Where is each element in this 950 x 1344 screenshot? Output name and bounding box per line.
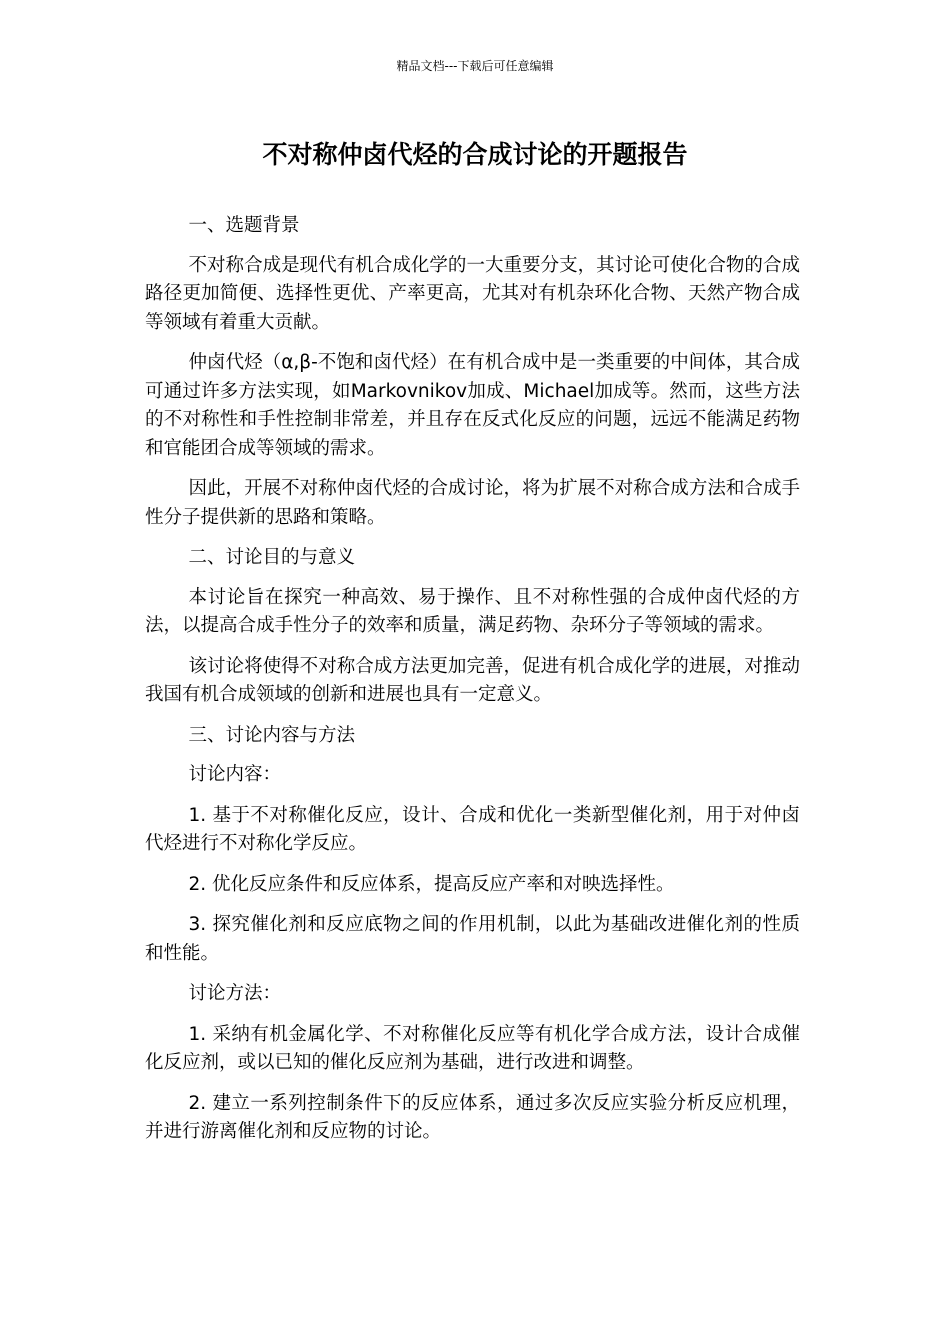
document-body [145, 212, 800, 1159]
section-heading-content-method: 三、讨论内容与方法 [188, 724, 355, 746]
list-item: 1. 采纳有机金属化学、不对称催化反应等有机化学合成方法，设计合成催化反应剂，或以已知的催化反应剂为基础，进行改进和调整。 [145, 1023, 800, 1073]
document-title: 不对称仲卤代烃的合成讨论的开题报告 [262, 140, 688, 169]
list-item: 1. 基于不对称催化反应，设计、合成和优化一类新型催化剂，用于对仲卤代烃进行不对称化学反应。 [145, 804, 800, 854]
list-item: 2. 优化反应条件和反应体系，提高反应产率和对映选择性。 [188, 873, 675, 895]
page-header: 精品文档---下载后可任意编辑 [396, 59, 554, 73]
subheading-method: 讨论方法： [188, 983, 281, 1004]
paragraph: 该讨论将使得不对称合成方法更加完善，促进有机合成化学的进展，对推动我国有机合成领域的创新和进展也具有一定意义。 [145, 655, 800, 705]
list-item: 2. 建立一系列控制条件下的反应体系，通过多次反应实验分析反应机理，并进行游离催化剂和反应物的讨论。 [145, 1092, 800, 1142]
list-item: 3. 探究催化剂和反应底物之间的作用机制，以此为基础改进催化剂的性质和性能。 [145, 914, 800, 964]
paragraph: 不对称合成是现代有机合成化学的一大重要分支，其讨论可使化合物的合成路径更加简便、选择性更优、产率更高，尤其对有机杂环化合物、天然产物合成等领域有着重大贡献。 [145, 254, 800, 333]
section-heading-background: 一、选题背景 [188, 215, 300, 236]
paragraph: 本讨论旨在探究一种高效、易于操作、且不对称性强的合成仲卤代烃的方法，以提高合成手性分子的效率和质量，满足药物、杂环分子等领域的需求。 [145, 586, 800, 636]
subheading-content: 讨论内容： [188, 764, 281, 785]
section-heading-purpose: 二、讨论目的与意义 [188, 547, 355, 568]
paragraph: 仲卤代烃（α,β-不饱和卤代烃）在有机合成中是一类重要的中间体，其合成可通过许多方法实现，如Markovnikov加成、Michael加成等。然而，这些方法的不对称性和手性控制非常差，并且存在反式化反应的问题，远远不能满足药物和官能团合成等领域的需求。 [145, 352, 800, 459]
paragraph: 因此，开展不对称仲卤代烃的合成讨论，将为扩展不对称合成方法和合成手性分子提供新的思路和策略。 [145, 478, 800, 528]
